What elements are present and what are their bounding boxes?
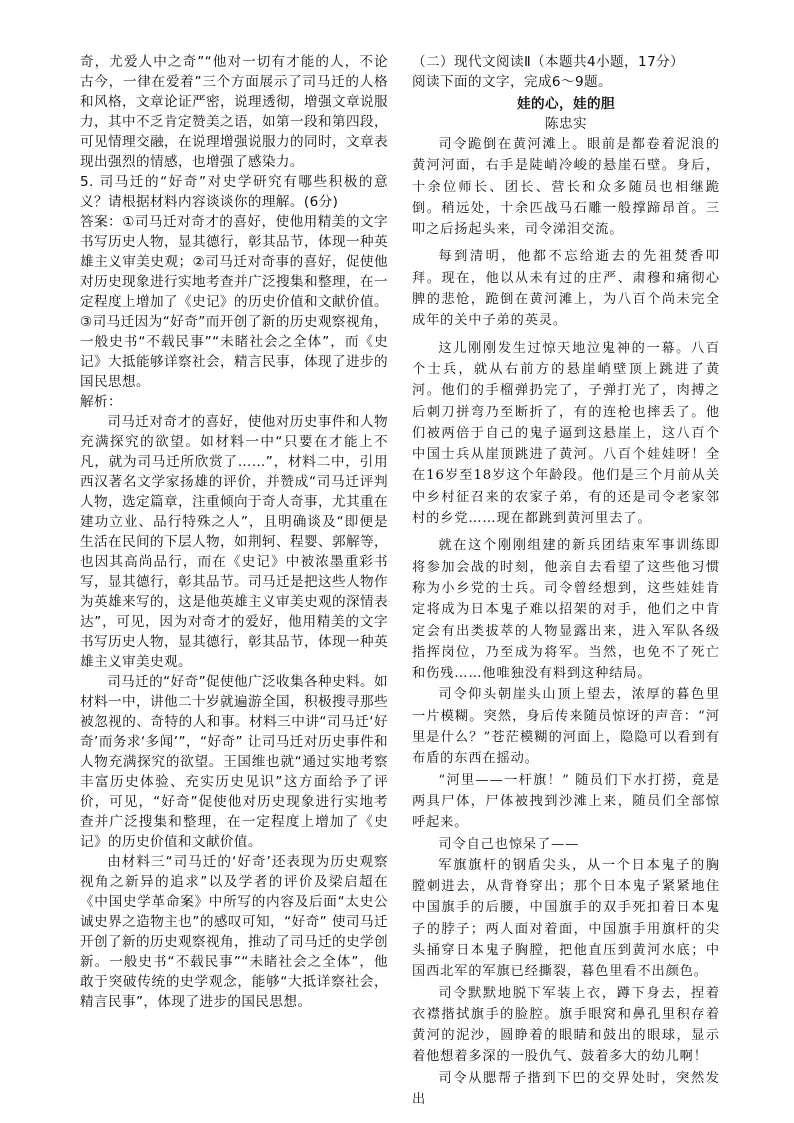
story-author: 陈忠实 xyxy=(545,116,587,132)
story-paragraph: 司令仰头朝崖头山顶上望去，浓厚的暮色里一片模糊。突然，身后传来随员惊讶的声音：“河里是什么？”苍茫模糊的河面上，隐隐可以看到有布盾的东西在摇动。 xyxy=(412,687,720,767)
story-paragraph: 司令跪倒在黄河滩上。眼前是都卷着泥浪的黄河河面，右手是陡峭冷峻的悬崖石壁。身后，十余位师长、团长、营长和众多随员也相继跪倒。稍远处，十余匹战马石雕一般撑蹄昂首。三叩之后扬起头来，司令涕泪交流。 xyxy=(412,137,720,238)
story-paragraph: 司令自己也惊呆了—— xyxy=(438,836,580,852)
story-paragraph: 军旗旗杆的钢盾尖头，从一个日本鬼子的胸膛刺进去，从背脊穿出；那个日本鬼子紧紧地住中国旗手的后腰，中国旗手的双手死扣着日本鬼子的脖子；两人面对着面，中国旗手用旗杆的尖头捅穿日本鬼子胸膛，把他直压到黄河水底；中国西北军的军旗已经撕裂，暮色里看不出颜色。 xyxy=(412,857,720,980)
story-title: 娃的心，娃的胆 xyxy=(517,96,615,112)
reading-instruction: 阅读下面的文字，完成6～9题。 xyxy=(412,74,613,90)
left-column xyxy=(80,52,388,1012)
section-heading: （二）现代文阅读Ⅱ（本题共4小题，17分） xyxy=(412,54,685,70)
analysis-paragraph-2: 司马迁的“好奇”促使他广泛收集各种史料。如材料一中，讲他二十岁就遍游全国，积极搜寻那些被忽视的、奇特的人和事。材料三中讲“司马迁‘好奇’而务求‘多闻’”，“好奇” 让司马迁对历史事件和人物充满探究的欲望。王国维也就“通过实地考察丰富历史体验、充实历史见识”这方面给予了评价，可见，“好奇”促使他对历史现象进行实地考查并广泛搜集和整理，在一定程度上增加了《史记》的历史价值和文献价值。 xyxy=(80,674,388,850)
story-paragraph: 这儿刚刚发生过惊天地泣鬼神的一幕。八百个士兵，就从右前方的悬崖峭壁顶上跳进了黄河。他们的手榴弹扔完了，子弹打光了，肉搏之后刺刀拼弯乃至断折了，有的连枪也摔丢了。他们被两倍于自己的鬼子逼到这悬崖上，这八百个中国士兵从崖顶跳进了黄河。八百个娃娃呀！全在16岁至18岁这个年龄段。他们是三个月前从关中乡村征召来的农家子弟，有的还是司令老家邻村的乡党……现在都跳到黄河里去了。 xyxy=(412,340,720,527)
story-paragraph: 就在这个刚刚组建的新兵团结束军事训练即将参加会战的时刻，他亲自去看望了这些他习惯称为小乡党的士兵。司令曾经想到，这些娃娃肯定将成为日本鬼子难以招架的对手，他们之中肯定会有出类拔萃的人物显露出来，进入军队各级指挥岗位，乃至成为将军。当然，也免不了死亡和伤残……他唯独没有料到这种结局。 xyxy=(412,538,720,682)
answer-text: 答案：①司马迁对奇才的喜好，使他用精美的文字书写历史人物，显其德行，彰其品节，体现一种英雄主义审美史观；②司马迁对奇事的喜好，促使他对历史现象进行实地考查并广泛搜集和整理，在一定程度上增加了《史记》的历史价值和文献价值。③司马迁因为“好奇”而开创了新的历史观察视角，一般史书“不载民事”“未睹社会之全体”，而《史记》大抵能够详察社会，精言民事，体现了进步的国民思想。 xyxy=(80,214,388,390)
story-paragraph: “河里——一杆旗！” 随员们下水打捞，竟是两具尸体，尸体被拽到沙滩上来，随员们全部惊呼起来。 xyxy=(412,772,720,831)
analysis-label: 解析： xyxy=(80,394,122,410)
analysis-paragraph-3: 由材料三“司马迁的‘好奇’还表现为历史观察视角之新异的追求”以及学者的评价及梁启超在《中国史学革命案》中所写的内容及后面“太史公诚史界之造物主也”的感叹可知，“好奇” 使司马迁开创了新的历史观察视角，推动了司马迁的史学创新。一般史书“不载民事”“未睹社会之全体”，他敢于突破传统的史学观念，能够“大抵详察社会，精言民事”，体现了进步的国民思想。 xyxy=(80,854,388,1010)
story-body xyxy=(412,134,720,1110)
question-5: 5. 司马迁的“好奇”对史学研究有哪些积极的意义？请根据材料内容谈谈你的理解。(6分) xyxy=(80,174,388,210)
story-paragraph: 司令默默地脱下军装上衣，蹲下身去，捏着衣襟揩拭旗手的脸腔。旗手眼窝和鼻孔里积存着黄河的泥沙，圆睁着的眼睛和鼓出的眼球，显示着他想着多深的一股仇气、鼓着多大的幼儿啊！ xyxy=(412,985,720,1065)
story-paragraph: 司令从腮帮子揩到下巴的交界处时，突然发出 xyxy=(412,1070,720,1108)
right-column xyxy=(412,52,720,1110)
analysis-paragraph-1: 司马迁对奇才的喜好，使他对历史事件和人物充满探究的欲望。如材料一中“只要在才能上不凡，就为司马迁所欣赏了……”，材料二中，引用西汉著名文学家扬雄的评价，并赞成“司马迁评判人物，选定篇章，注重倾向于奇人奇事，尤其重在建功立业、品行特殊之人”，且明确谈及“即便是生活在民间的下层人物，如荆轲、程婴、郭解等，也因其高尚品行，而在《史记》中被浓墨重彩书写，显其德行，彰其品节。司马迁是把这些人物作为英雄来写的，这是他英雄主义审美史观的深情表达”，可见，因为对奇才的爱好，他用精美的文字书写历史人物，显其德行，彰其品节，体现一种英雄主义审美史观。 xyxy=(80,414,388,670)
continued-paragraph: 奇，尤爱人中之奇”“他对一切有才能的人，不论古今，一律在爱着”三个方面展示了司马迁的人格和风格，文章论证严密，说理透彻，增强文章说服力，其中不乏肯定赞美之语，如第一段和第四段，可见情理交融，在说理增强说服力的同时，文章表现出强烈的情感，也增强了感染力。 xyxy=(80,54,388,170)
story-paragraph: 每到清明，他都不忘给逝去的先祖焚香叩拜。现在，他以从未有过的庄严、肃穆和痛彻心脾的悲怆，跪倒在黄河滩上，为八百个尚未完全成年的关中子弟的英灵。 xyxy=(412,249,720,329)
